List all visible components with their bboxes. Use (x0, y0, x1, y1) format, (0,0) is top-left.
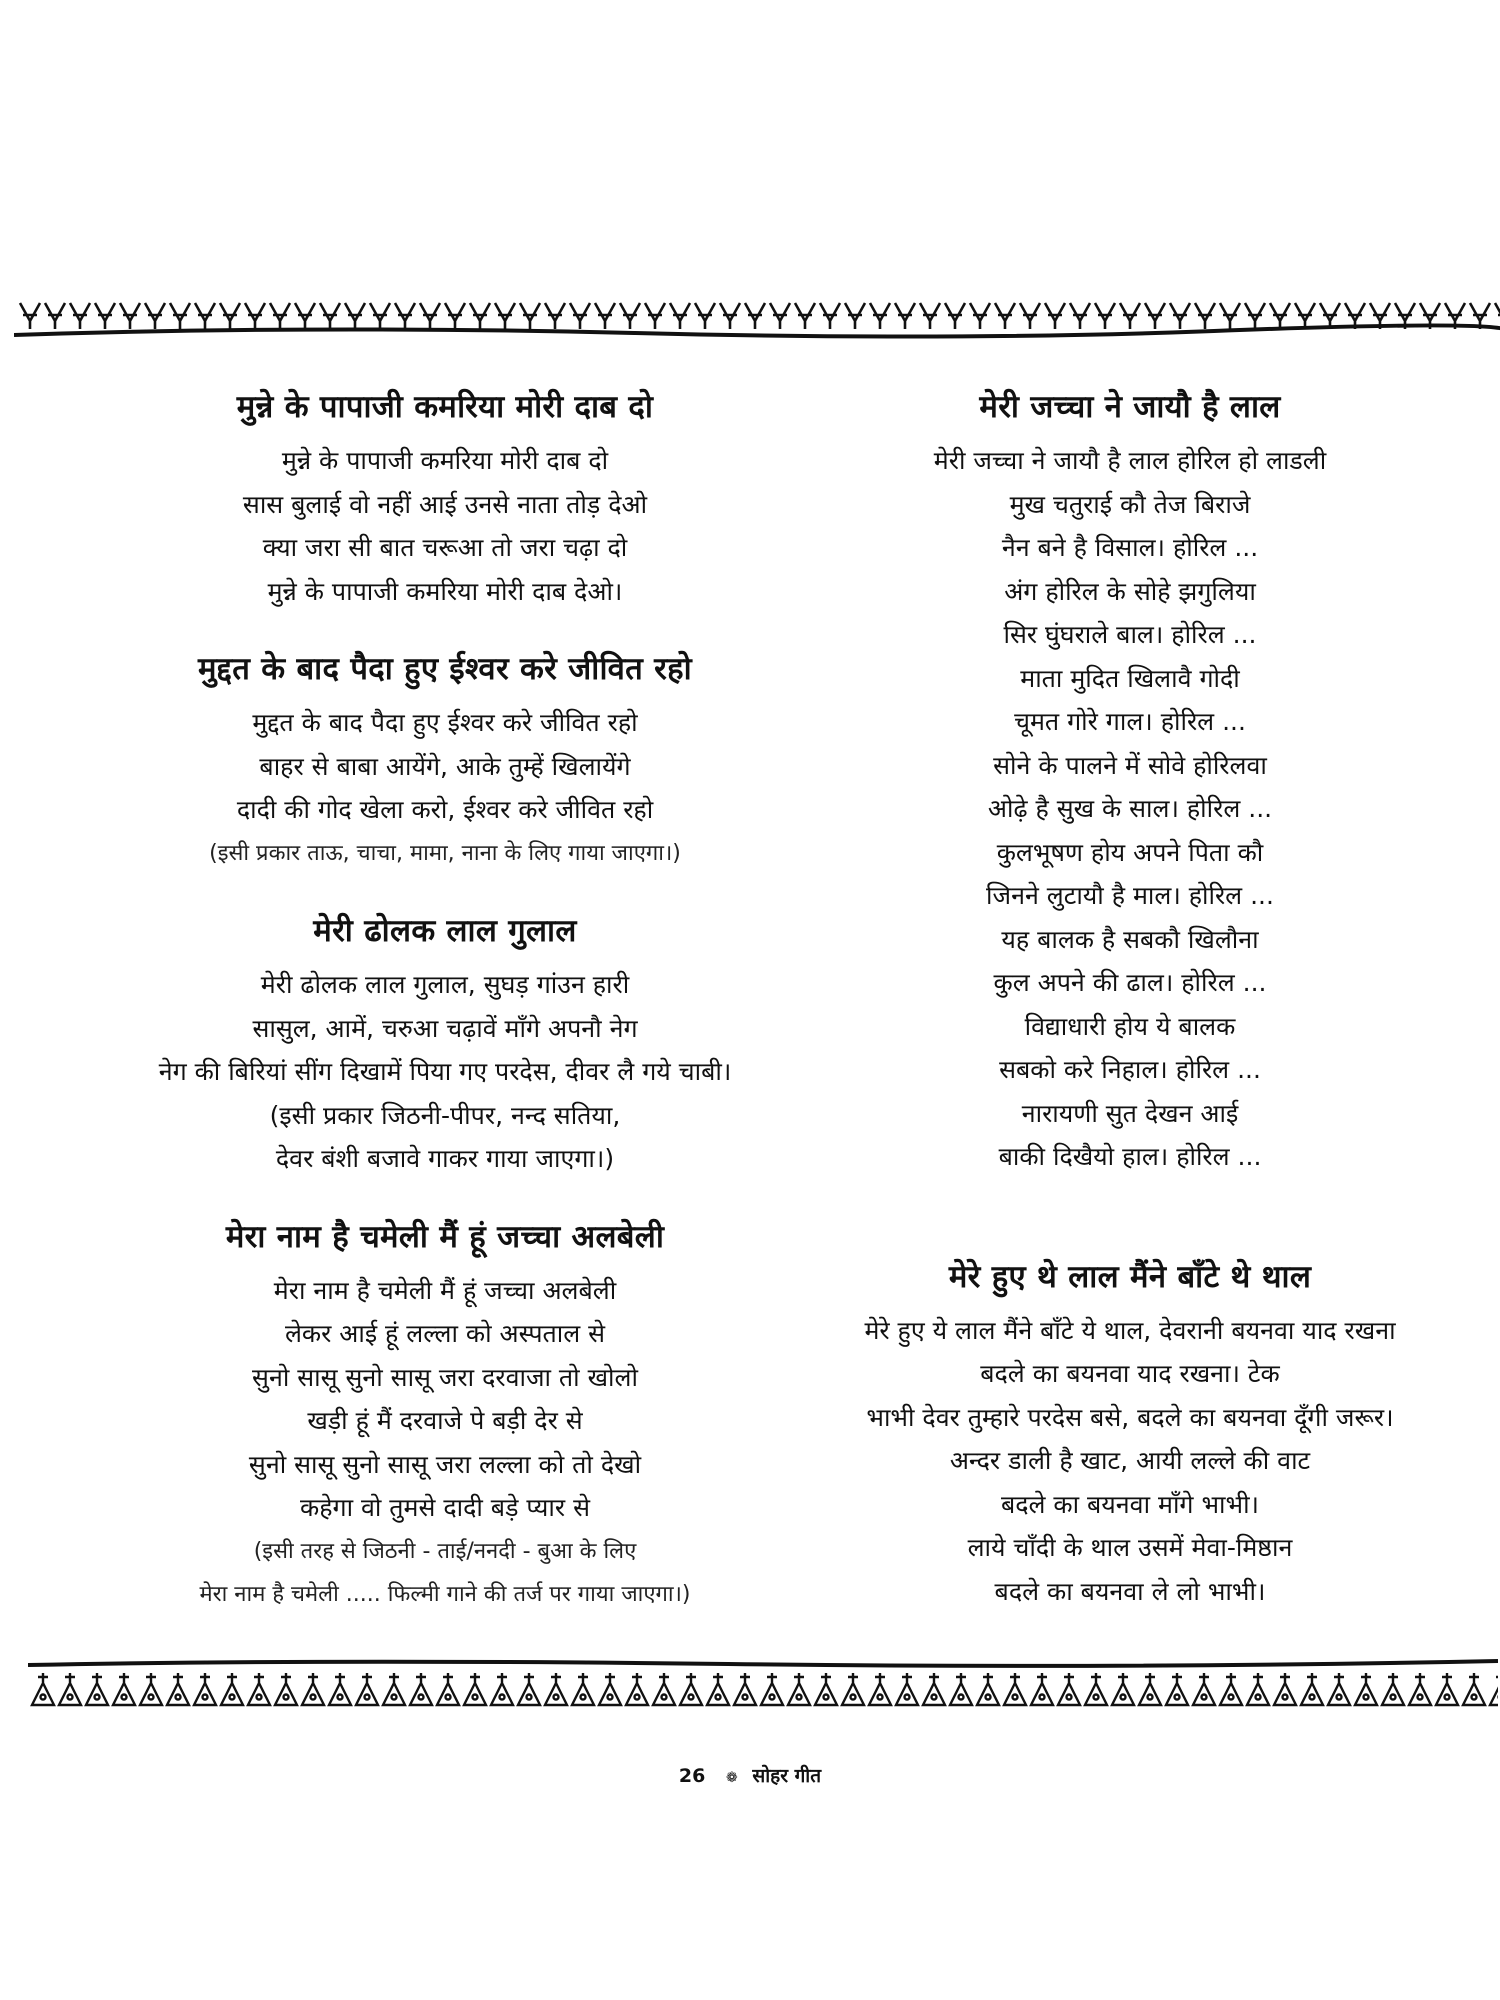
song-line: मेरे हुए ये लाल मैंने बाँटे ये थाल, देवरानी बयनवा याद रखना (864, 1315, 1396, 1345)
song-line: भाभी देवर तुम्हारे परदेस बसे, बदले का बयनवा दूँगी जरूर। (866, 1402, 1394, 1432)
song-title: मेरी जच्चा ने जायौ है लाल (979, 389, 1281, 425)
left-column (55, 385, 835, 1617)
song-line: सासुल, आमें, चरुआ चढ़ावें माँगे अपनौ नेग (252, 1013, 638, 1043)
song-title: मुद्दत के बाद पैदा हुए ईश्वर करे जीवित रहो (198, 651, 692, 687)
song-line: (इसी प्रकार जिठनी-पीपर, नन्द सतिया, (269, 1100, 621, 1130)
song-thaal (765, 1255, 1495, 1614)
song-jachcha-lal (765, 385, 1495, 1179)
song-line: सुनो सासू सुनो सासू जरा दरवाजा तो खोलो (252, 1362, 638, 1392)
song-line: अन्दर डाली है खाट, आयी लल्ले की वाट (949, 1446, 1311, 1475)
song-line: सोने के पालने में सोवे होरिलवा (993, 750, 1267, 780)
song-line: कहेगा वो तुमसे दादी बड़े प्यार से (300, 1493, 590, 1522)
song-line: ओढ़े है सुख के साल। होरिल ... (987, 794, 1273, 823)
song-line: मेरी ढोलक लाल गुलाल, सुघड़ गांउन हारी (260, 970, 630, 999)
song-line: लाये चाँदी के थाल उसमें मेवा-मिष्ठान (967, 1533, 1293, 1562)
song-muddat (55, 647, 835, 875)
song-line: अंग होरिल के सोहे झगुलिया (1004, 576, 1256, 606)
song-title: मेरा नाम है चमेली मैं हूं जच्चा अलबेली (225, 1218, 665, 1255)
song-line: माता मुदित खिलावै गोदी (1020, 663, 1240, 693)
song-line: यह बालक है सबकौ खिलौना (1001, 924, 1259, 954)
song-line: मुद्दत के बाद पैदा हुए ईश्वर करे जीवित रहो (252, 708, 638, 737)
song-munne (55, 385, 835, 613)
song-dholak (55, 909, 835, 1181)
song-line: बदले का बयनवा याद रखना। टेक (980, 1359, 1280, 1388)
song-line: मेरी जच्चा ने जायौ है लाल होरिल हो लाडली (933, 446, 1327, 475)
song-line: सबको करे निहाल। होरिल ... (999, 1055, 1261, 1084)
book-title: सोहर गीत (752, 1765, 822, 1787)
song-line: नैन बने है विसाल। होरिल ... (1001, 533, 1259, 562)
song-note: (इसी तरह से जिठनी - ताई/ननदी - बुआ के लिए (253, 1538, 637, 1564)
page-footer (0, 1762, 1500, 1788)
song-line: बाहर से बाबा आयेंगे, आके तुम्हें खिलायेंगे (259, 751, 631, 781)
song-line: बाकी दिखैयो हाल। होरिल ... (998, 1142, 1262, 1171)
song-line: मेरा नाम है चमेली मैं हूं जच्चा अलबेली (273, 1275, 617, 1305)
song-line: सुनो सासू सुनो सासू जरा लल्ला को तो देखो (248, 1449, 642, 1479)
song-line: मुन्ने के पापाजी कमरिया मोरी दाब देओ। (267, 576, 623, 606)
song-title: मुन्ने के पापाजी कमरिया मोरी दाब दो (236, 389, 654, 425)
song-line: मुन्ने के पापाजी कमरिया मोरी दाब दो (281, 446, 609, 475)
song-note: मेरा नाम है चमेली ..... फिल्मी गाने की तर्ज पर गाया जाएगा।) (199, 1582, 691, 1607)
song-line: सास बुलाई वो नहीं आई उनसे नाता तोड़ देओ (242, 489, 648, 519)
song-title: मेरे हुए थे लाल मैंने बाँटे थे थाल (948, 1258, 1312, 1295)
song-line: विद्याधारी होय ये बालक (1024, 1011, 1236, 1041)
page-number: 26 (678, 1765, 706, 1787)
flower-icon: ❁ (726, 1770, 738, 1786)
bottom-border-ornament (28, 1655, 1498, 1720)
song-line: बदले का बयनवा ले लो भाभी। (994, 1576, 1266, 1606)
song-line: सिर घुंघराले बाल। होरिल ... (1003, 620, 1257, 649)
song-title: मेरी ढोलक लाल गुलाल (313, 913, 577, 949)
song-line: नारायणी सुत देखन आई (1021, 1098, 1239, 1128)
song-line: नेग की बिरियां सींग दिखामें पिया गए परदेस, दीवर लै गये चाबी। (158, 1057, 732, 1086)
song-line: लेकर आई हूं लल्ला को अस्पताल से (284, 1319, 606, 1348)
song-chameli (55, 1215, 835, 1617)
right-column (765, 385, 1495, 1613)
song-line: दादी की गोद खेला करो, ईश्वर करे जीवित रहो (236, 795, 654, 824)
song-line: क्या जरा सी बात चरूआ तो जरा चढ़ा दो (262, 533, 628, 562)
song-line: चूमत गोरे गाल। होरिल ... (1014, 707, 1246, 736)
song-line: बदले का बयनवा माँगे भाभी। (1000, 1489, 1260, 1519)
top-border-ornament (14, 285, 1500, 345)
song-line: खड़ी हूं मैं दरवाजे पे बड़ी देर से (307, 1406, 583, 1435)
song-note: (इसी प्रकार ताऊ, चाचा, मामा, नाना के लिए गाया जाएगा।) (209, 840, 681, 866)
song-line: देवर बंशी बजावे गाकर गाया जाएगा।) (275, 1144, 615, 1173)
song-line: कुल अपने की ढाल। होरिल ... (993, 968, 1267, 997)
song-line: कुलभूषण होय अपने पिता कौ (996, 837, 1264, 867)
song-line: मुख चतुराई कौ तेज बिराजे (1009, 489, 1251, 519)
song-line: जिनने लुटायौ है माल। होरिल ... (986, 881, 1274, 910)
